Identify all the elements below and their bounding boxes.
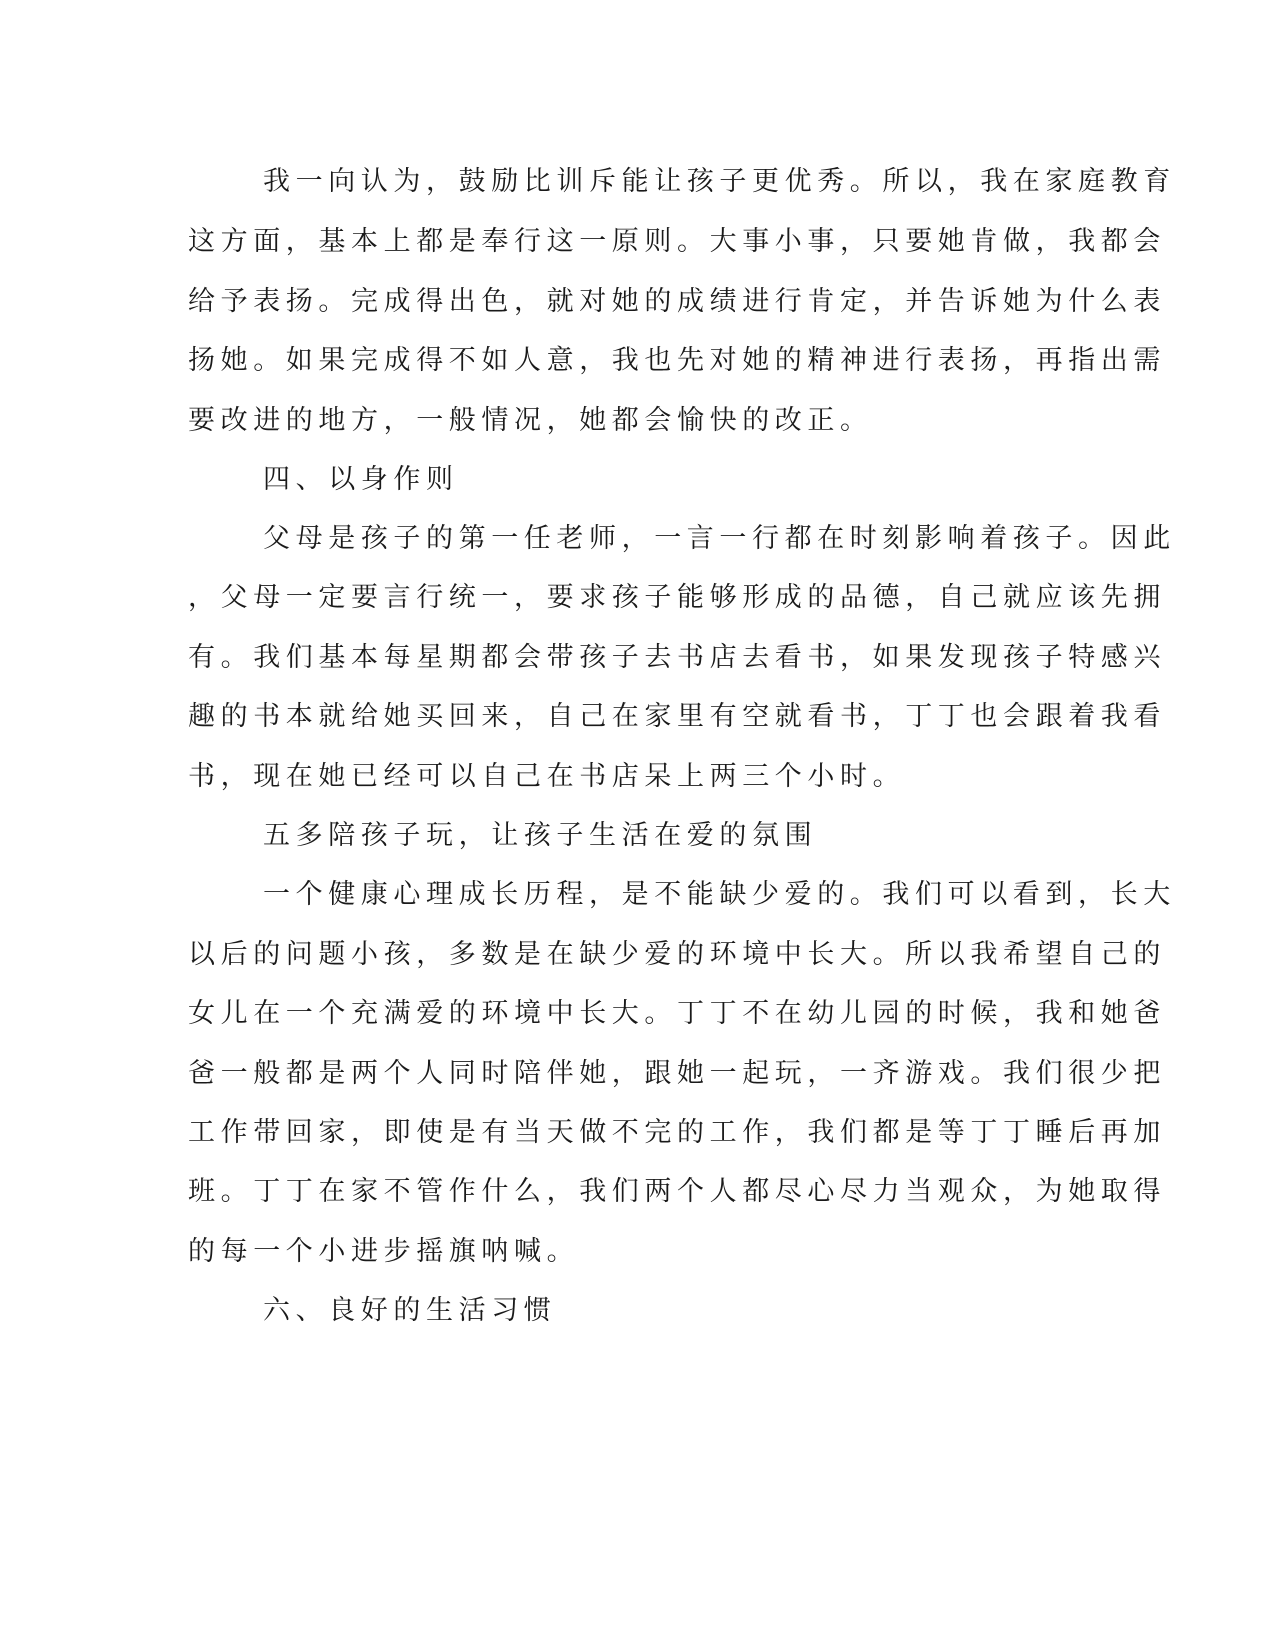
paragraph-line: 以后的问题小孩，多数是在缺少爱的环境中长大。所以我希望自己的: [188, 939, 1166, 970]
paragraph-line: 父母是孩子的第一任老师，一言一行都在时刻影响着孩子。因此: [263, 523, 1176, 554]
paragraph-line: 趣的书本就给她买回来，自己在家里有空就看书，丁丁也会跟着我看: [188, 701, 1166, 732]
paragraph-line: 一个健康心理成长历程，是不能缺少爱的。我们可以看到，长大: [263, 879, 1176, 910]
paragraph-line: 我一向认为，鼓励比训斥能让孩子更优秀。所以，我在家庭教育: [263, 166, 1176, 197]
paragraph-line: 要改进的地方，一般情况，她都会愉快的改正。: [188, 405, 873, 436]
paragraph-line: 书，现在她已经可以自己在书店呆上两三个小时。: [188, 761, 906, 792]
paragraph-line: 扬她。如果完成得不如人意，我也先对她的精神进行表扬，再指出需: [188, 345, 1166, 376]
section-heading: 六、良好的生活习惯: [263, 1295, 557, 1326]
section-heading: 四、以身作则: [263, 464, 459, 495]
paragraph-line: 有。我们基本每星期都会带孩子去书店去看书，如果发现孩子特感兴: [188, 642, 1166, 673]
paragraph-line: 这方面，基本上都是奉行这一原则。大事小事，只要她肯做，我都会: [188, 226, 1166, 257]
paragraph-line: 班。丁丁在家不管作什么，我们两个人都尽心尽力当观众，为她取得: [188, 1176, 1166, 1207]
paragraph-line: 女儿在一个充满爱的环境中长大。丁丁不在幼儿园的时候，我和她爸: [188, 998, 1166, 1029]
section-heading: 五多陪孩子玩，让孩子生活在爱的氛围: [263, 820, 818, 851]
paragraph-line: ，父母一定要言行统一，要求孩子能够形成的品德，自己就应该先拥: [188, 582, 1166, 613]
paragraph-line: 给予表扬。完成得出色，就对她的成绩进行肯定，并告诉她为什么表: [188, 286, 1166, 317]
paragraph-line: 的每一个小进步摇旗呐喊。: [188, 1236, 580, 1267]
paragraph-line: 爸一般都是两个人同时陪伴她，跟她一起玩，一齐游戏。我们很少把: [188, 1058, 1166, 1089]
paragraph-line: 工作带回家，即使是有当天做不完的工作，我们都是等丁丁睡后再加: [188, 1117, 1166, 1148]
